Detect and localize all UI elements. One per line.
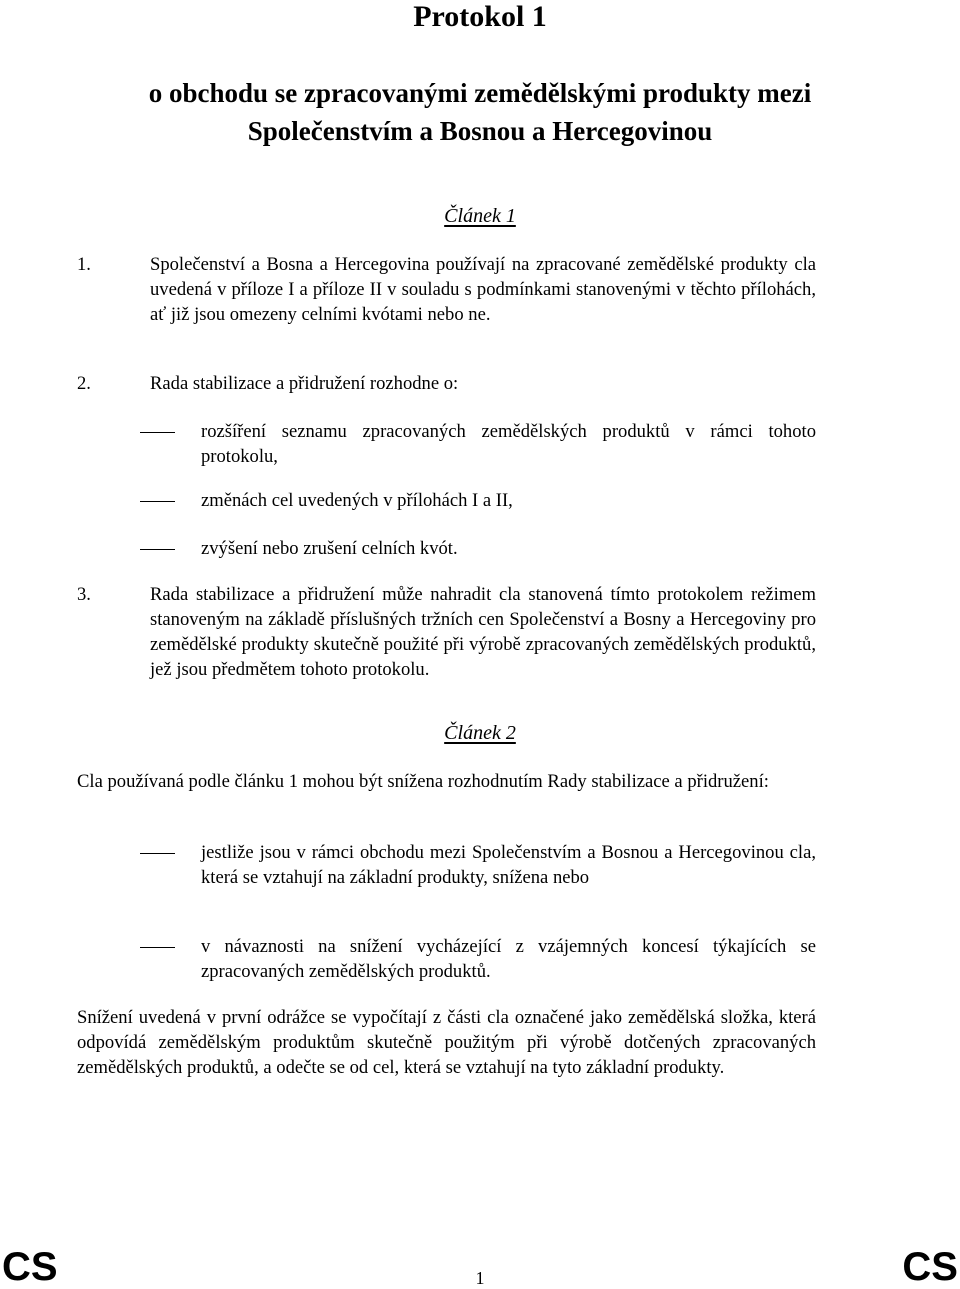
article-2-intro: Cla používaná podle článku 1 mohou být snížena rozhodnutím Rady stabilizace a přidružení: [77, 771, 769, 792]
bullet-dash [140, 432, 175, 433]
bullet-dash [140, 853, 175, 854]
footer-language-code-left: CS [2, 1245, 58, 1289]
article-1-list-item-1: rozšíření seznamu zpracovaných zemědělských produktů v rámci tohoto protokolu, [201, 421, 816, 467]
article-1-list-item-3: zvýšení nebo zrušení celních kvót. [201, 538, 458, 559]
subtitle-line-2: Společenstvím a Bosnou a Hercegovinou [247, 116, 713, 146]
bullet-dash [140, 549, 175, 550]
article-1-list-item-2: změnách cel uvedených v přílohách I a II, [201, 490, 513, 511]
subtitle-line-1: o obchodu se zpracovanými zemědělskými produkty mezi [148, 78, 812, 108]
article-1-para-1-number: 1. [77, 254, 91, 275]
document-subtitle [0, 74, 960, 150]
article-1-para-2: Rada stabilizace a přidružení rozhodne o: [150, 373, 459, 394]
article-1-para-1: Společenství a Bosna a Hercegovina používají na zpracované zemědělské produkty cla uvedená v příloze I a příloze II v souladu s podmínkami stanovenými v těchto přílohách, ať již jsou omezeny celními kvótami nebo ne. [150, 254, 816, 325]
article-2-list-item-1: jestliže jsou v rámci obchodu mezi Společenstvím a Bosnou a Hercegovinou cla, která se vztahují na základní produkty, snížena nebo [201, 842, 816, 888]
article-1-para-3: Rada stabilizace a přidružení může nahradit cla stanovená tímto protokolem režimem stanoveným na základě příslušných tržních cen Společenství a Bosny a Hercegoviny pro zemědělské produkty skutečně použité při výrobě zpracovaných zemědělských produktů, jež jsou předmětem tohoto protokolu. [150, 584, 816, 680]
article-2-closing: Snížení uvedená v první odrážce se vypočítají z části cla označené jako zemědělská složka, která odpovídá zemědělským produktům skutečně použitým při výrobě dotčených zpracovaných zemědělských produktů, a odečte se od cel, která se vztahují na tyto základní produkty. [77, 1007, 816, 1078]
page-number: 1 [475, 1268, 485, 1288]
footer-language-code-right: CS [902, 1245, 958, 1289]
article-1-heading: Článek 1 [444, 205, 516, 227]
article-1-para-2-number: 2. [77, 373, 91, 394]
bullet-dash [140, 501, 175, 502]
bullet-dash [140, 947, 175, 948]
article-2-list-item-2: v návaznosti na snížení vycházející z vzájemných koncesí týkajících se zpracovaných zemědělských produktů. [201, 936, 816, 982]
article-1-para-3-number: 3. [77, 584, 91, 605]
article-2-heading: Článek 2 [444, 722, 516, 744]
document-title: Protokol 1 [413, 0, 547, 33]
